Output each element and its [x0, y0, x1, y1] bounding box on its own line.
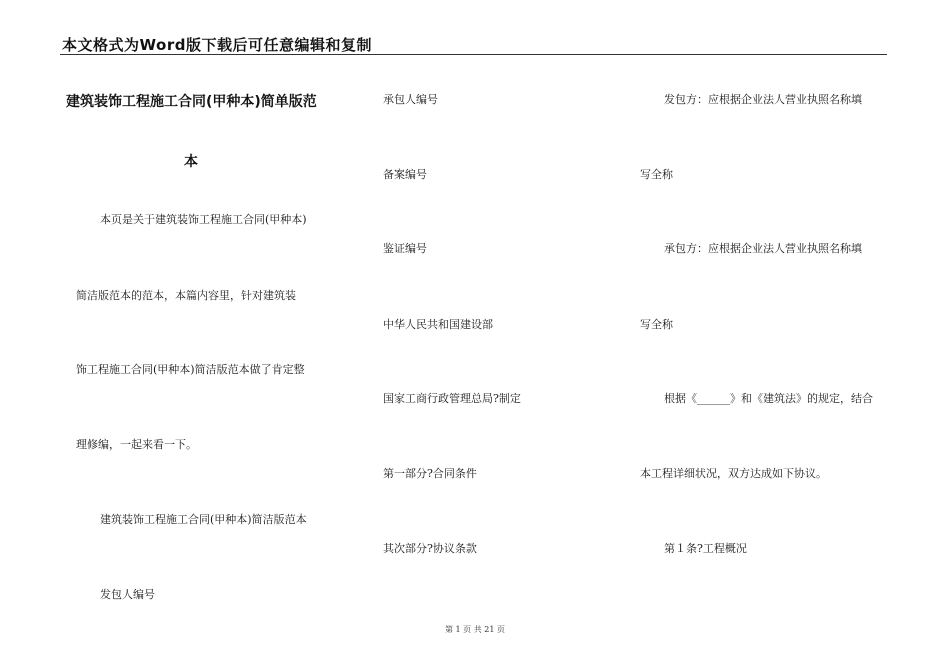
subtitle-line: 建筑装饰工程施工合同(甲种本)简洁版范本	[100, 513, 307, 526]
part-one-heading: 第一部分?合同条件	[383, 467, 477, 480]
contractor-party-line-1: 承包方：应根据企业法人营业执照名称填	[664, 242, 862, 255]
employer-party-line-2: 写全称	[640, 168, 673, 181]
document-header: 本文格式为Word版下载后可任意编辑和复制	[62, 36, 372, 54]
ministry-name: 中华人民共和国建设部	[383, 318, 493, 331]
header-divider	[60, 54, 887, 55]
intro-line-3: 饰工程施工合同(甲种本)简洁版范本做了肯定整	[76, 363, 305, 376]
employer-party-line-1: 发包方：应根据企业法人营业执照名称填	[664, 93, 862, 106]
bureau-name: 国家工商行政管理总局?制定	[383, 392, 521, 405]
intro-line-2: 简洁版范本的范本，本篇内容里，针对建筑装	[76, 289, 296, 302]
agreement-basis-line-1: 根据《______》和《建筑法》的规定，结合	[664, 392, 873, 405]
intro-line-1: 本页是关于建筑装饰工程施工合同(甲种本)	[100, 213, 307, 226]
certification-number-label: 鉴证编号	[383, 242, 427, 255]
document-title-line-1: 建筑装饰工程施工合同(甲种本)简单版范	[66, 94, 317, 110]
contractor-number-label: 承包人编号	[383, 93, 438, 106]
article-one-heading: 第１条?工程概况	[664, 542, 747, 555]
part-two-heading: 其次部分?协议条款	[383, 542, 477, 555]
filing-number-label: 备案编号	[383, 168, 427, 181]
page-footer: 第 1 页 共 21 页	[445, 625, 505, 634]
intro-line-4: 理修编，一起来看一下。	[76, 438, 197, 451]
contractor-party-line-2: 写全称	[640, 318, 673, 331]
document-title-line-2: 本	[184, 154, 198, 170]
agreement-basis-line-2: 本工程详细状况，双方达成如下协议。	[640, 467, 827, 480]
employer-number-label: 发包人编号	[100, 588, 155, 601]
